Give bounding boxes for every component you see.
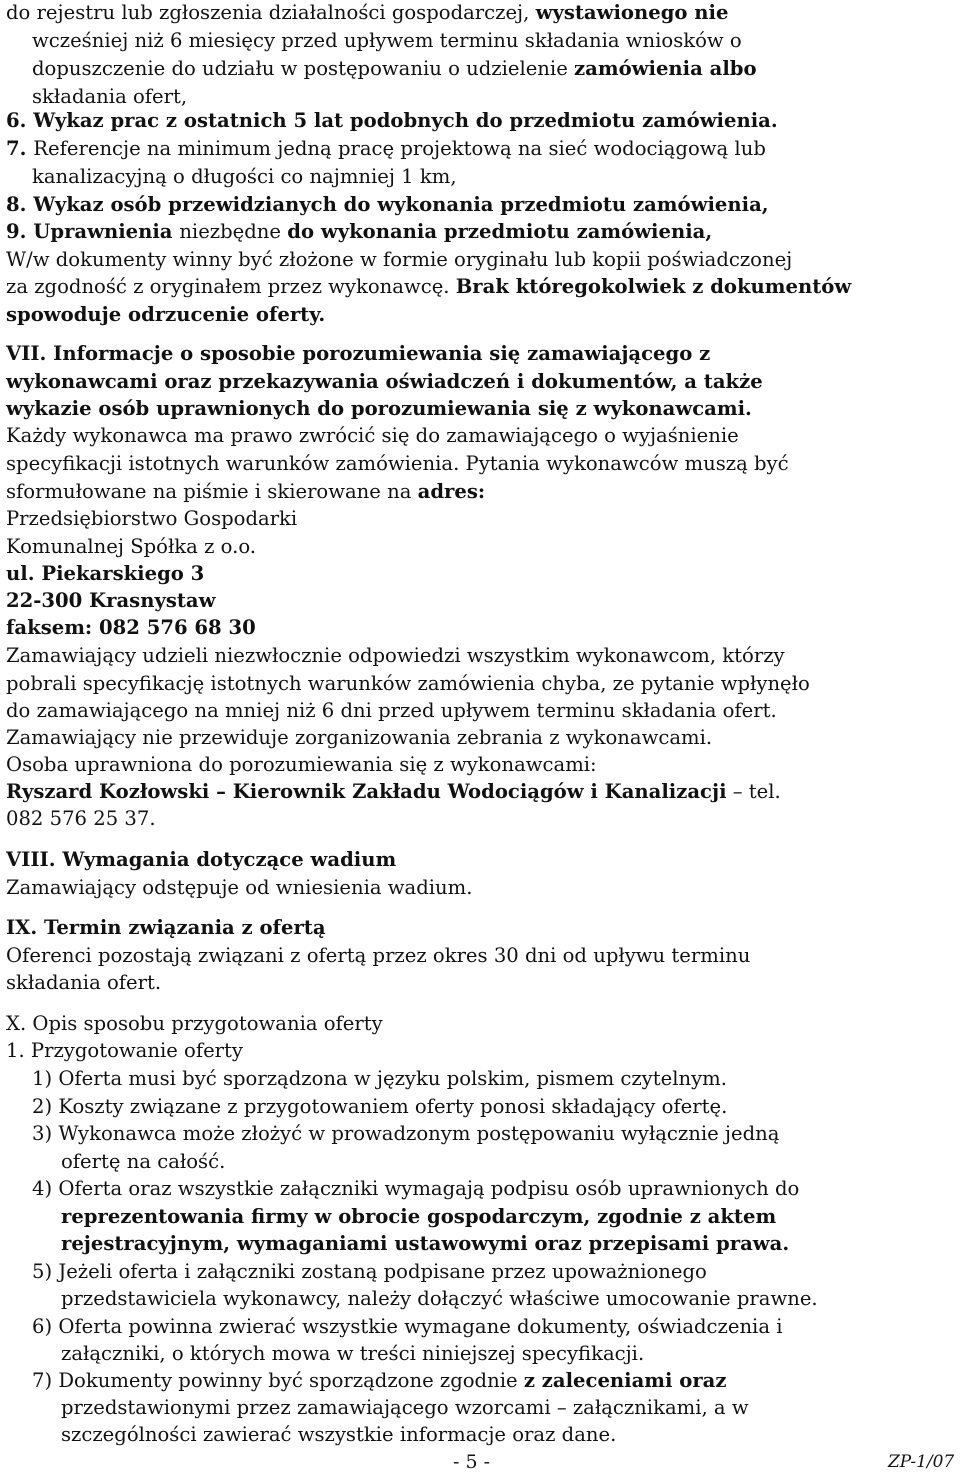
section-heading-vii: wykonawcami oraz przekazywania oświadczeń i dokumentów, a także bbox=[6, 370, 763, 393]
list-item-cont: reprezentowania firmy w obrocie gospodarczym, zgodnie z aktem bbox=[61, 1205, 777, 1228]
list-item-6: 6. Wykaz prac z ostatnich 5 lat podobnych do przedmiotu zamówienia. bbox=[6, 109, 778, 132]
list-item: 7) Dokumenty powinny być sporządzone zgodnie z zaleceniami oraz bbox=[32, 1369, 727, 1392]
text-line: do zamawiającego na mniej niż 6 dni przed upływem terminu składania ofert. bbox=[6, 699, 777, 722]
text-line: Zamawiający odstępuje od wniesienia wadium. bbox=[6, 876, 473, 899]
text-line: dopuszczenie do udziału w postępowaniu o udzielenie zamówienia albo bbox=[32, 57, 757, 80]
text-line: Oferenci pozostają związani z ofertą przez okres 30 dni od upływu terminu bbox=[6, 944, 751, 967]
text-line: składania ofert, bbox=[32, 85, 188, 108]
text-line: składania ofert. bbox=[6, 971, 162, 994]
list-item-cont: ofertę na całość. bbox=[61, 1150, 226, 1173]
list-item-7: 7. Referencje na minimum jedną pracę projektową na sieć wodociągową lub bbox=[6, 137, 766, 160]
list-item: 3) Wykonawca może złożyć w prowadzonym postępowaniu wyłącznie jedną bbox=[32, 1122, 780, 1145]
section-heading-ix: IX. Termin związania z ofertą bbox=[6, 916, 326, 939]
text-line: sformułowane na piśmie i skierowane na adres: bbox=[6, 480, 486, 503]
text-line: specyfikacji istotnych warunków zamówienia. Pytania wykonawców muszą być bbox=[6, 452, 789, 475]
address-line: ul. Piekarskiego 3 bbox=[6, 562, 205, 585]
address-line: Komunalnej Spółka z o.o. bbox=[6, 535, 257, 558]
list-item: 6) Oferta powinna zwierać wszystkie wymagane dokumenty, oświadczenia i bbox=[32, 1315, 783, 1338]
text-line: Zamawiający nie przewiduje zorganizowania zebrania z wykonawcami. bbox=[6, 726, 713, 749]
contact-line: Ryszard Kozłowski – Kierownik Zakładu Wodociągów i Kanalizacji – tel. bbox=[6, 780, 781, 803]
text-line: do rejestru lub zgłoszenia działalności gospodarczej, wystawionego nie bbox=[6, 1, 729, 24]
text-line: W/w dokumenty winny być złożone w formie oryginału lub kopii poświadczonej bbox=[6, 248, 793, 271]
address-line: 22-300 Krasnystaw bbox=[6, 589, 216, 612]
address-line: Przedsiębiorstwo Gospodarki bbox=[6, 507, 298, 530]
list-item-cont: przedstawiciela wykonawcy, należy dołączyć właściwe umocowanie prawne. bbox=[61, 1287, 818, 1310]
text-line: Zamawiający udzieli niezwłocznie odpowiedzi wszystkim wykonawcom, którzy bbox=[6, 644, 785, 667]
subsection-heading: 1. Przygotowanie oferty bbox=[6, 1039, 243, 1062]
list-item-cont: rejestracyjnym, wymaganiami ustawowymi oraz przepisami prawa. bbox=[61, 1232, 790, 1255]
list-item-cont: przedstawionymi przez zamawiającego wzorcami – załącznikami, a w bbox=[61, 1396, 749, 1419]
list-item-cont: załączniki, o których mowa w treści niniejszej specyfikacji. bbox=[61, 1342, 645, 1365]
text-line: wcześniej niż 6 miesięcy przed upływem terminu składania wniosków o bbox=[32, 29, 742, 52]
list-item-8: 8. Wykaz osób przewidzianych do wykonania przedmiotu zamówienia, bbox=[6, 193, 769, 216]
text-line: Osoba uprawniona do porozumiewania się z wykonawcami: bbox=[6, 753, 597, 776]
text-line: Każdy wykonawca ma prawo zwrócić się do zamawiającego o wyjaśnienie bbox=[6, 424, 739, 447]
page-number: - 5 - bbox=[453, 1451, 491, 1473]
fax-line: faksem: 082 576 68 30 bbox=[6, 616, 256, 639]
section-heading-viii: VIII. Wymagania dotyczące wadium bbox=[6, 848, 397, 871]
document-code: ZP-1/07 bbox=[888, 1452, 955, 1472]
list-item-9: 9. Uprawnienia niezbędne do wykonania przedmiotu zamówienia, bbox=[6, 220, 713, 243]
list-item: 1) Oferta musi być sporządzona w języku polskim, pismem czytelnym. bbox=[32, 1067, 727, 1090]
text-line: pobrali specyfikację istotnych warunków zamówienia chyba, ze pytanie wpłynęło bbox=[6, 672, 810, 695]
list-item: 5) Jeżeli oferta i załączniki zostaną podpisane przez upoważnionego bbox=[32, 1260, 707, 1283]
list-item: 2) Koszty związane z przygotowaniem oferty ponosi składający ofertę. bbox=[32, 1095, 728, 1118]
contact-phone: 082 576 25 37. bbox=[6, 807, 156, 830]
text-line: spowoduje odrzucenie oferty. bbox=[6, 303, 326, 326]
section-heading-x: X. Opis sposobu przygotowania oferty bbox=[6, 1012, 383, 1035]
section-heading-vii: VII. Informacje o sposobie porozumiewania się zamawiającego z bbox=[6, 342, 711, 365]
section-heading-vii: wykazie osób uprawnionych do porozumiewania się z wykonawcami. bbox=[6, 397, 752, 420]
text-line: za zgodność z oryginałem przez wykonawcę. Brak któregokolwiek z dokumentów bbox=[6, 275, 852, 298]
text-line: kanalizacyjną o długości co najmniej 1 km, bbox=[32, 165, 457, 188]
list-item-cont: szczególności zawierać wszystkie informacje oraz dane. bbox=[61, 1423, 617, 1446]
list-item: 4) Oferta oraz wszystkie załączniki wymagają podpisu osób uprawnionych do bbox=[32, 1177, 800, 1200]
